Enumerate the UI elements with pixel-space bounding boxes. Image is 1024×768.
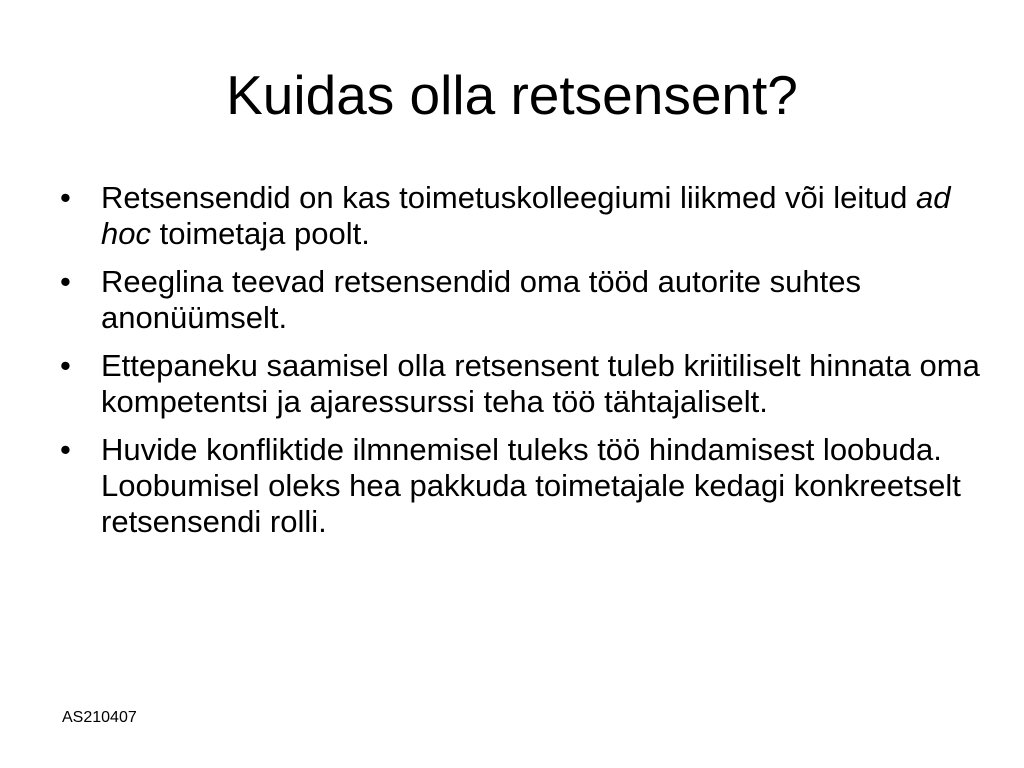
bullet-text-1-emphasis: ad hoc bbox=[101, 180, 951, 251]
slide-title: Kuidas olla retsensent? bbox=[226, 64, 798, 126]
bullet-text-1-before: Retsensendid on kas toimetuskolleegiumi liikmed või leitud bbox=[101, 180, 917, 215]
footer-code: AS210407 bbox=[62, 709, 137, 726]
bullet-icon: • bbox=[60, 432, 71, 467]
bullet-item-3 bbox=[60, 348, 990, 420]
bullet-text-4: Huvide konfliktide ilmnemisel tuleks töö hindamisest loobuda. Loobumisel oleks hea pakkuda toimetajale kedagi konkreetselt retsensendi rolli. bbox=[101, 432, 961, 539]
bullet-item-2 bbox=[60, 264, 990, 336]
bullet-text-1-after: toimetaja poolt. bbox=[150, 216, 370, 251]
bullet-text-2: Reeglina teevad retsensendid oma tööd autorite suhtes anonüümselt. bbox=[101, 264, 861, 335]
bullet-icon: • bbox=[60, 180, 71, 215]
bullet-icon: • bbox=[60, 348, 71, 383]
bullet-item-1 bbox=[60, 180, 990, 252]
bullet-text-3: Ettepaneku saamisel olla retsensent tuleb kriitiliselt hinnata oma kompetentsi ja ajaressurssi teha töö tähtajaliselt. bbox=[101, 348, 980, 419]
bullet-list bbox=[60, 180, 990, 552]
bullet-icon: • bbox=[60, 264, 71, 299]
bullet-item-4 bbox=[60, 432, 990, 540]
